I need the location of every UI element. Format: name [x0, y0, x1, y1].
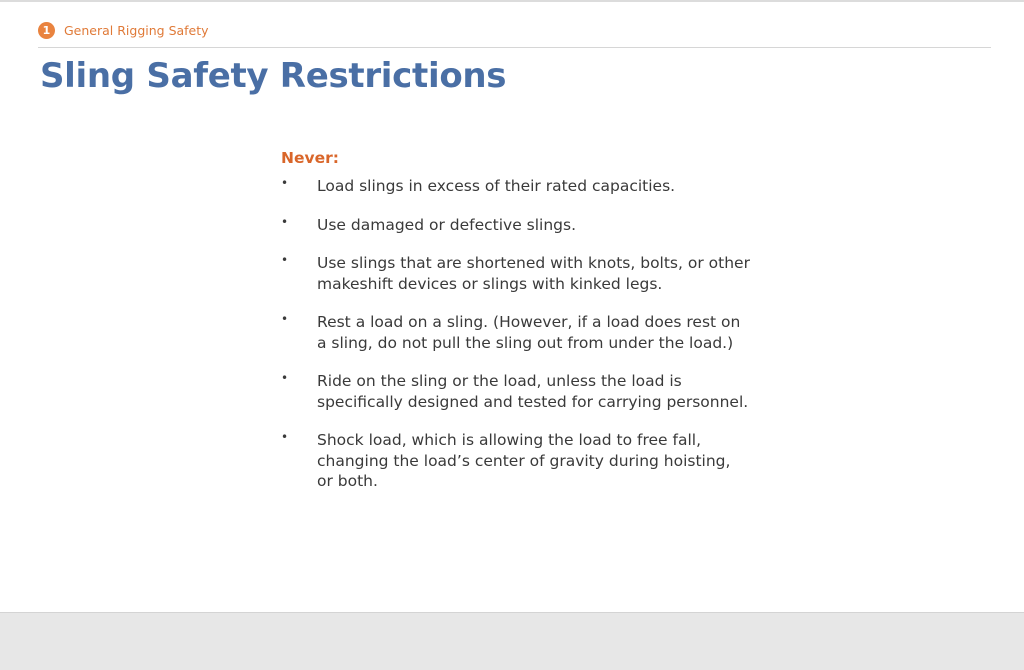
- never-heading: Never:: [281, 149, 339, 167]
- content-panel: [281, 146, 751, 510]
- breadcrumb-label: General Rigging Safety: [64, 22, 209, 38]
- list-item-text: Load slings in excess of their rated capacities.: [317, 177, 676, 195]
- list-item: [281, 176, 751, 197]
- page-title: Sling Safety Restrictions: [40, 56, 507, 96]
- bullet-icon: •: [281, 214, 289, 229]
- list-item-text: Ride on the sling or the load, unless the load is specifically designed and tested for carrying personnel.: [317, 372, 749, 411]
- list-item-text: Rest a load on a sling. (However, if a load does rest on a sling, do not pull the sling out from under the load.): [317, 313, 741, 352]
- list-item: [281, 371, 751, 412]
- list-item: [281, 312, 751, 353]
- restriction-list: [281, 176, 751, 492]
- breadcrumb: [38, 21, 209, 39]
- list-item-text: Use slings that are shortened with knots, bolts, or other makeshift devices or slings with kinked legs.: [317, 254, 750, 293]
- header-divider: [38, 47, 991, 48]
- step-number-badge: 1: [38, 22, 55, 39]
- list-item: [281, 253, 751, 294]
- bullet-icon: •: [281, 253, 289, 267]
- bullet-icon: •: [281, 430, 289, 444]
- list-item-text: Use damaged or defective slings.: [317, 215, 577, 234]
- footer-bar: [0, 612, 1024, 670]
- list-item: [281, 215, 751, 236]
- bullet-icon: •: [281, 371, 289, 385]
- top-edge-line: [0, 0, 1024, 2]
- bullet-icon: •: [281, 176, 289, 190]
- list-item-text: Shock load, which is allowing the load to free fall, changing the load’s center of gravity during hoisting, or both.: [317, 431, 731, 490]
- bullet-icon: •: [281, 312, 289, 326]
- list-item: [281, 430, 751, 492]
